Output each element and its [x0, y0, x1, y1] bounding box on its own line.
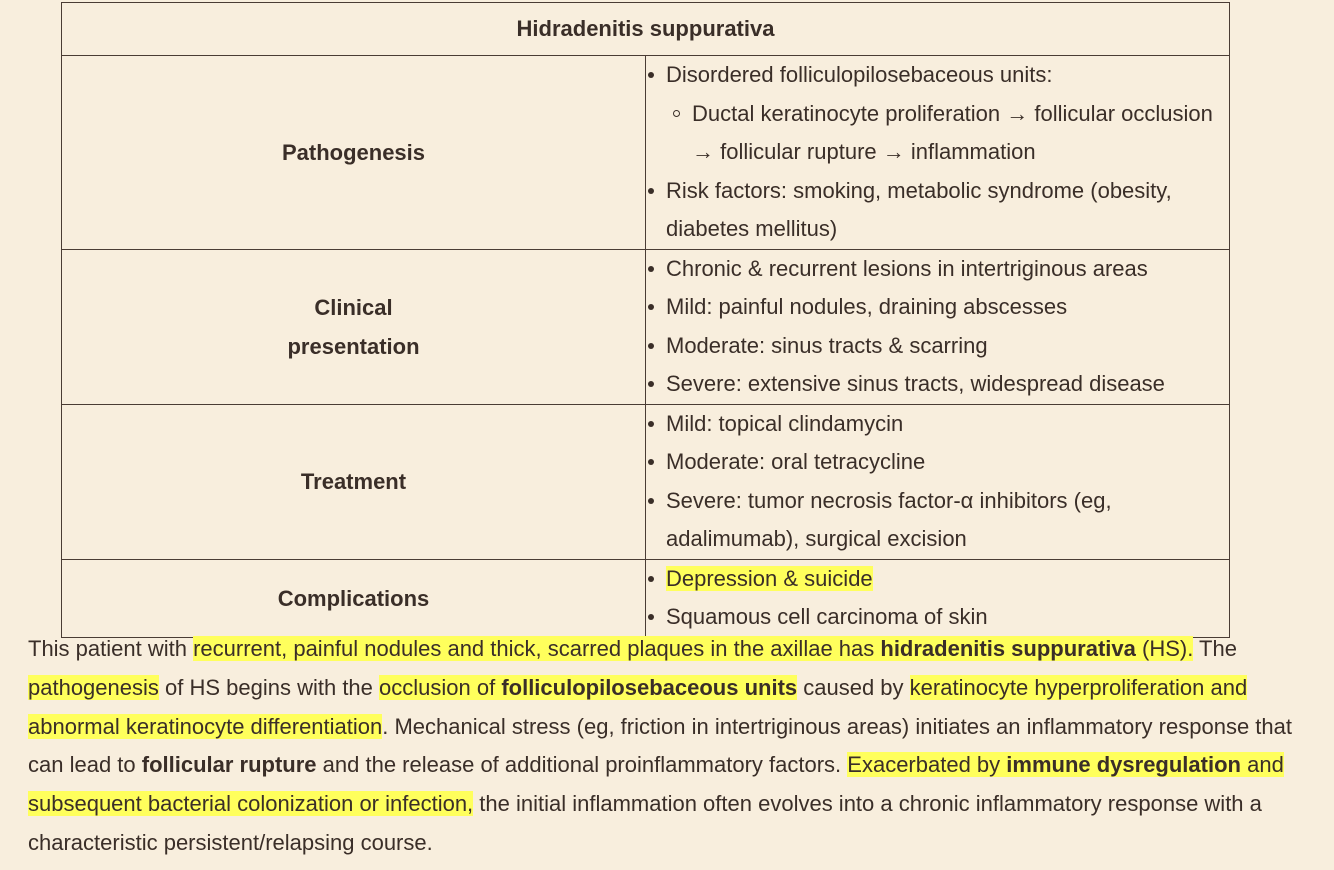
- list-item: [646, 172, 1229, 249]
- bold-text: immune dysregulation: [1006, 752, 1241, 778]
- list-item: [646, 443, 1229, 482]
- bold-text: follicular rupture: [141, 752, 317, 778]
- highlighted-text: keratinocyte hyperproliferation and abnormal keratinocyte differentiation: [28, 674, 1248, 739]
- list-item-text: Mild: painful nodules, draining abscesses: [666, 294, 1068, 319]
- list-item: [646, 365, 1229, 404]
- bullet-list: [646, 405, 1229, 559]
- bold-term: [501, 675, 797, 700]
- table-row-pathogenesis: [62, 56, 1230, 250]
- row-header-line: presentation: [287, 333, 420, 359]
- row-header-clinical-presentation: [62, 249, 646, 404]
- list-item-text: Depression & suicide: [666, 565, 873, 591]
- row-header-line: Clinical: [314, 294, 393, 320]
- list-item: [646, 327, 1229, 366]
- table-body: [62, 56, 1230, 638]
- list-item: [646, 56, 1229, 172]
- text-segment: . Mechanical stress (eg, friction in intertriginous areas) initiates an inflammatory response that can lead to: [28, 713, 1292, 778]
- bullet-list: [646, 56, 1229, 249]
- list-item: [646, 288, 1229, 327]
- list-item-text: Squamous cell carcinoma of skin: [666, 604, 988, 629]
- list-item-text: Risk factors: smoking, metabolic syndrome (obesity, diabetes mellitus): [666, 177, 1172, 241]
- row-content-pathogenesis: [646, 56, 1230, 250]
- table-row-treatment: [62, 404, 1230, 559]
- list-item-text: Severe: tumor necrosis factor-α inhibitors (eg, adalimumab), surgical excision: [666, 487, 1112, 551]
- text-segment: caused by: [797, 674, 910, 700]
- text-segment: The: [1193, 636, 1237, 661]
- bullet-list: [646, 250, 1229, 404]
- row-header-line: Complications: [277, 585, 430, 611]
- bold-text: folliculopilosebaceous units: [501, 674, 798, 700]
- table-title-row: [62, 3, 1230, 56]
- list-item-text: Moderate: oral tetracycline: [666, 449, 926, 474]
- row-content-complications: [646, 559, 1230, 637]
- row-header-line: Pathogenesis: [281, 139, 426, 165]
- list-item-text: Severe: extensive sinus tracts, widespread disease: [666, 371, 1165, 396]
- bold-text: hidradenitis suppurativa: [880, 636, 1136, 661]
- highlighted-text: occlusion of: [379, 674, 502, 700]
- text-segment: and the release of additional proinflammatory factors.: [316, 752, 848, 778]
- text-segment: the initial inflammation often evolves into a chronic inflammatory response with a characteristic persistent/relapsing course.: [28, 791, 1262, 855]
- row-header-treatment: [62, 404, 646, 559]
- list-item-text: Moderate: sinus tracts & scarring: [666, 332, 988, 358]
- list-item: [646, 482, 1229, 559]
- highlighted-text: (HS).: [1142, 636, 1194, 661]
- row-content-clinical-presentation: [646, 249, 1230, 404]
- explanation-paragraph: [28, 630, 1308, 863]
- list-item-text: Chronic & recurrent lesions in intertriginous areas: [666, 255, 1148, 281]
- table-row-complications: [62, 559, 1230, 637]
- list-item-text: Mild: topical clindamycin: [666, 410, 904, 436]
- sub-list-item: Ductal keratinocyte proliferation → follicular occlusion → follicular rupture → inflammation: [666, 95, 1229, 172]
- text-segment: of HS begins with the: [158, 674, 380, 700]
- hidradenitis-summary-table: [61, 2, 1230, 638]
- highlighted-text: pathogenesis: [28, 674, 159, 700]
- row-header-complications: [62, 559, 646, 637]
- list-item: [646, 250, 1229, 289]
- row-content-treatment: [646, 404, 1230, 559]
- text-segment: This patient with: [28, 636, 194, 661]
- sub-bullet-list: [666, 95, 1229, 172]
- list-item: [646, 405, 1229, 444]
- bold-term: [880, 636, 1136, 661]
- bold-term: [142, 752, 317, 777]
- highlighted-text: recurrent, painful nodules and thick, scarred plaques in the axillae has: [193, 636, 881, 661]
- row-header-line: Treatment: [300, 469, 407, 494]
- table-title: Hidradenitis suppurativa: [62, 3, 1230, 56]
- list-item: [646, 560, 1229, 599]
- table-row-clinical-presentation: [62, 249, 1230, 404]
- bullet-list: [646, 560, 1229, 637]
- highlighted-text: Exacerbated by: [847, 752, 1007, 778]
- bold-term: [1006, 752, 1241, 777]
- highlighted-text: and subsequent bacterial colonization or infection,: [28, 752, 1284, 817]
- row-header-pathogenesis: [62, 56, 646, 250]
- list-item-text: Disordered folliculopilosebaceous units:: [666, 62, 1053, 87]
